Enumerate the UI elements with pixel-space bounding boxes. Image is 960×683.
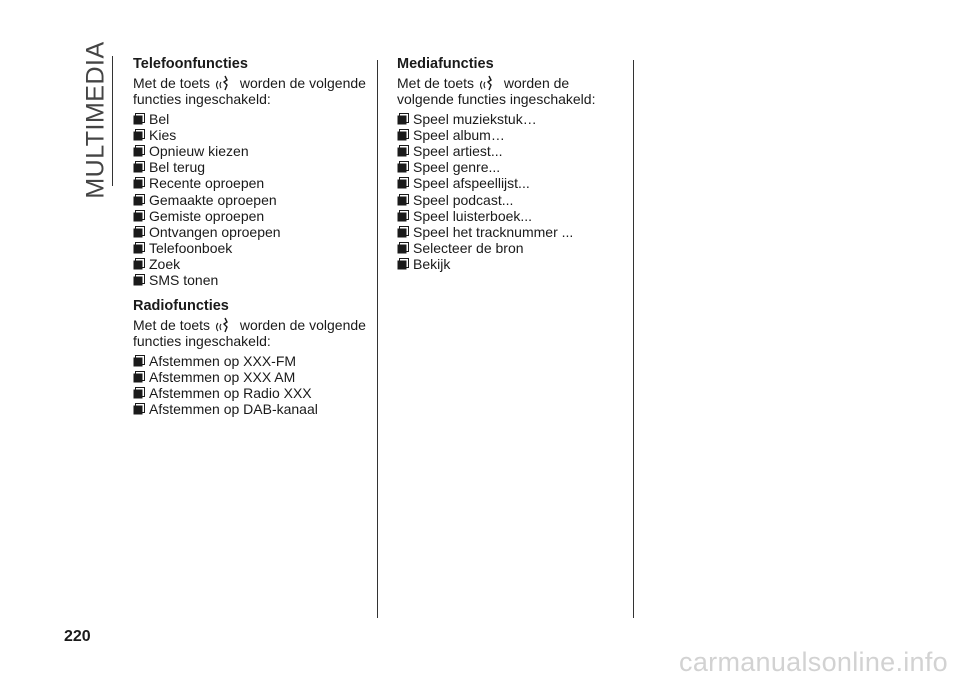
list-item [133, 385, 368, 401]
intro-text: worden de volgende functies ingeschakeld: [133, 75, 366, 107]
list-item-label: Speel genre... [413, 159, 501, 176]
list-item [397, 143, 627, 159]
list-item-label: Opnieuw kiezen [149, 143, 249, 160]
radio-intro [133, 317, 368, 349]
page-number: 220 [64, 628, 91, 645]
checkbox-bullet-icon [133, 129, 145, 141]
list-item-label: Speel muziekstuk… [413, 111, 537, 128]
list-item-label: Afstemmen op Radio XXX [149, 385, 312, 402]
list-item-label: Afstemmen op XXX-FM [149, 353, 297, 370]
list-item-label: Gemiste oproepen [149, 207, 265, 224]
checkbox-bullet-icon [133, 403, 145, 415]
voice-command-icon [215, 317, 235, 333]
list-item-label: Speel het tracknummer ... [413, 223, 574, 240]
checkbox-bullet-icon [397, 210, 409, 222]
list-item [397, 127, 627, 143]
list-item-label: Speel luisterboek... [413, 207, 533, 224]
list-item [133, 401, 368, 417]
list-item [397, 111, 627, 127]
list-item [133, 369, 368, 385]
list-item [133, 224, 368, 240]
list-item-label: Zoek [149, 255, 181, 272]
list-item [133, 191, 368, 207]
telefoon-list [133, 111, 368, 288]
list-item [133, 127, 368, 143]
checkbox-bullet-icon [397, 145, 409, 157]
section-title: MULTIMEDIA [81, 41, 110, 199]
list-item-label: Recente oproepen [149, 175, 265, 192]
media-intro [397, 75, 627, 107]
intro-text: Met de toets [397, 75, 475, 91]
voice-command-icon [215, 75, 235, 91]
intro-text: worden de volgende functies ingeschakeld: [133, 317, 366, 350]
voice-command-icon [479, 75, 499, 91]
telefoon-intro [133, 75, 368, 107]
list-item-label: Selecteer de bron [413, 239, 524, 256]
list-item [397, 175, 627, 191]
list-item-label: Telefoonboek [149, 239, 233, 256]
checkbox-bullet-icon [397, 113, 409, 125]
list-item [397, 224, 627, 240]
list-item-label: Speel artiest... [413, 143, 503, 160]
list-item-label: Bekijk [413, 255, 451, 272]
intro-text: Met de toets [133, 75, 211, 91]
media-list [397, 111, 627, 272]
list-item-label: Speel podcast... [413, 191, 514, 208]
list-item-label: Bel terug [149, 159, 206, 176]
list-item-label: Bel [149, 111, 170, 128]
checkbox-bullet-icon [133, 371, 145, 383]
list-item-label: Kies [149, 127, 177, 144]
list-item [133, 143, 368, 159]
checkbox-bullet-icon [397, 161, 409, 173]
telefoon-heading: Telefoonfuncties [133, 56, 248, 72]
list-item [397, 240, 627, 256]
section-side-label [80, 41, 112, 199]
checkbox-bullet-icon [133, 194, 145, 206]
checkbox-bullet-icon [397, 194, 409, 206]
list-item-label: Gemaakte oproepen [149, 191, 277, 208]
checkbox-bullet-icon [133, 274, 145, 286]
checkbox-bullet-icon [133, 355, 145, 367]
list-item-label: Afstemmen op XXX AM [149, 369, 296, 386]
checkbox-bullet-icon [397, 177, 409, 189]
list-item [133, 159, 368, 175]
list-item [397, 208, 627, 224]
intro-text: Met de toets [133, 317, 211, 334]
checkbox-bullet-icon [133, 242, 145, 254]
column-divider-2 [633, 60, 634, 618]
intro-text: worden de volgende functies ingeschakeld: [397, 75, 596, 107]
list-item [133, 272, 368, 288]
list-item [397, 256, 627, 272]
list-item-label: Speel album… [413, 127, 505, 144]
watermark: carmanualsonline.info [679, 647, 948, 677]
checkbox-bullet-icon [133, 387, 145, 399]
checkbox-bullet-icon [397, 129, 409, 141]
column-divider-1 [377, 60, 378, 618]
radio-list [133, 353, 368, 417]
checkbox-bullet-icon [397, 226, 409, 238]
list-item [133, 175, 368, 191]
list-item-label: Speel afspeellijst... [413, 175, 530, 192]
checkbox-bullet-icon [133, 226, 145, 238]
list-item [397, 191, 627, 207]
checkbox-bullet-icon [133, 113, 145, 125]
checkbox-bullet-icon [133, 210, 145, 222]
side-divider [112, 56, 113, 186]
checkbox-bullet-icon [397, 242, 409, 254]
checkbox-bullet-icon [133, 145, 145, 157]
checkbox-bullet-icon [133, 161, 145, 173]
list-item-label: SMS tonen [149, 271, 219, 288]
column-middle [397, 56, 627, 272]
checkbox-bullet-icon [397, 258, 409, 270]
list-item [133, 353, 368, 369]
media-heading: Mediafuncties [397, 56, 494, 72]
column-left [133, 56, 368, 417]
list-item-label: Ontvangen oproepen [149, 223, 281, 240]
radio-heading: Radiofuncties [133, 298, 229, 315]
list-item [133, 208, 368, 224]
list-item [133, 240, 368, 256]
list-item-label: Afstemmen op DAB-kanaal [149, 401, 318, 418]
list-item [133, 256, 368, 272]
checkbox-bullet-icon [133, 258, 145, 270]
checkbox-bullet-icon [133, 177, 145, 189]
list-item [133, 111, 368, 127]
list-item [397, 159, 627, 175]
